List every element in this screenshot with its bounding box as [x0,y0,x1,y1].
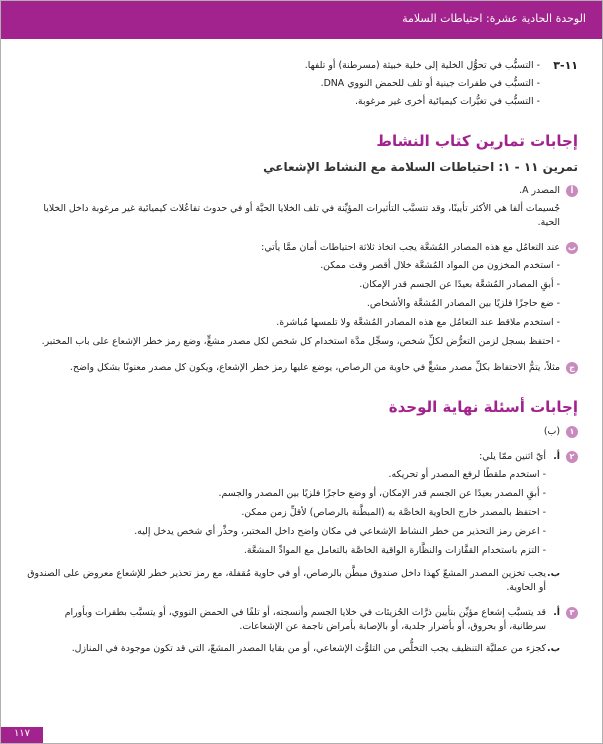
list-item: - احتفظ بالمصدر خارج الحاوية الخاصَّة به (المبطَّنة بالرصاص) لأقلِّ زمن ممكن. [241,507,546,518]
activity-item-a [25,184,578,234]
page-number-tab [1,727,43,743]
unit-end-heading: إجابات أسئلة نهاية الوحدة [388,398,578,416]
page-number: ١١٧ [13,728,31,739]
part-b [25,642,560,660]
page-content [25,59,578,667]
section-number: ١١-٣ [553,59,578,72]
question-badge: ١ [566,426,578,438]
question-badge: ٣ [566,607,578,619]
list-item: - استخدم ملقطًا لرفع المصدر أو تحريكه. [388,469,546,480]
section-line: - التسبُّب في تحوُّل الخلية إلى خلية خبيثة (مسرطنة) أو تلفها. [304,60,540,71]
list-item: - التزم باستخدام القفَّازات والنظَّارة الواقية الخاصَّة بالتعامل مع الموادِّ المشعَّة. [243,545,546,556]
item-intro: عند التعامُل مع هذه المصادر المُشعَّة يجب اتخاذ ثلاثة احتياطات أمان ممَّا يأتي: [261,242,560,253]
list-item: - استخدم المخزون من المواد المُشعَّة خلال أقصر وقت ممكن. [320,260,560,271]
question-1 [25,425,578,443]
list-item: - اعرض رمز التحذير من خطر النشاط الإشعاعي في مكان واضح داخل المختبر، وحذِّر أي شخص يدخل إليه. [134,526,546,537]
section-line: - التسبُّب في تغيُّرات كيميائية أخرى غير مرغوبة. [354,96,540,107]
list-item: - ضع حاجزًا فلزيًا بين المصادر المُشعَّة والأشخاص. [366,298,560,309]
question-badge: ٢ [566,451,578,463]
part-label: أ. [553,451,560,462]
list-item: - استخدم ملاقط عند التعامُل مع هذه المصادر المُشعَّة ولا تلمسها مُباشرة. [276,317,560,328]
item-text: المصدر A. [519,185,560,196]
part-label: ب. [547,568,560,579]
part-b [25,567,560,599]
item-badge: ج [566,362,578,374]
item-text: مثلاً، يتمُّ الاحتفاظ بكلِّ مصدر مشعٍّ في حاوية من الرصاص، يوضع عليها رمز خطر الإشعاع، ويكون كل مصدر معنونًا بشكل واضح. [69,362,560,373]
part-a [25,606,560,638]
activity-item-b [25,241,578,354]
section-11-3 [25,59,578,113]
section-line: - التسبُّب في طفرات جينية أو تلف للحمض النووي DNA. [320,78,540,89]
activity-item-c [25,361,578,379]
part-label: ب. [547,643,560,654]
list-item: - أبقِ المصدر بعيدًا عن الجسم قدر الإمكان، أو وضع حاجزًا فلزيًا بين المصدر والجسم. [218,488,546,499]
list-item: - احتفظ بسجل لزمن التعرُّض لكلِّ شخص، وسجِّل مدَّة استخدام كل شخص لكل مصدر مشعٍّ، وضع رمز خطر الإشعاع على باب المختبر. [41,336,560,347]
part-text: كجزء من عمليَّة التنظيف يجب التخلُّص من التلوُّث الإشعاعي، أو من بقايا المصدر المشعّ، التي قد تكون موجودة في المنازل. [71,643,546,654]
question-2 [25,450,578,599]
list-item: - أبقِ المصادر المُشعَّة بعيدًا عن الجسم قدر الإمكان. [359,279,560,290]
part-text: قد يتسبَّب إشعاع مؤيِّن بتأيين ذرَّات الجُزيئات في خلايا الجسم وأنسجته، أو تلفًا في الحمض النووي، أو يتسبَّب بطفرات وبأورام سرطانية، أو بحروق، أو بأضرار جلدية، أو بالإصابة بأمراض ناجمة عن الإشعاعات. [64,607,546,632]
item-badge: ب [567,243,577,252]
activity-heading: إجابات تمارين كتاب النشاط [376,132,578,150]
exercise-title: تمرين ١١ - ١: احتياطات السلامة مع النشاط الإشعاعي [263,160,578,174]
item-badge: أ [566,185,578,197]
part-intro: أيّ اثنين ممّا يلي: [479,451,546,462]
header-title: الوحدة الحادية عشرة: احتياطات السلامة [402,12,586,25]
header-bar [1,1,602,39]
part-text: يجب تخزين المصدر المشعّ كهذا داخل صندوق مبطَّن بالرصاص، أو في حاوية مُقفلة، مع رمز تحذير خطر للإشعاع معروض على الصندوق أو الحاوية. [27,568,546,593]
part-a [25,450,560,563]
section-lines [305,59,540,113]
item-text: جُسيمات ألفا هي الأكثر تأيينًا، وقد تتسبَّب التأثيرات المؤيِّنة في تلف الخلايا الحيَّة أو في حدوث تفاعُلات كيميائية غير مرغوبة داخل الخلايا الحية. [43,203,560,228]
answer-text: (ب) [543,426,560,437]
part-label: أ. [553,607,560,618]
question-3 [25,606,578,660]
